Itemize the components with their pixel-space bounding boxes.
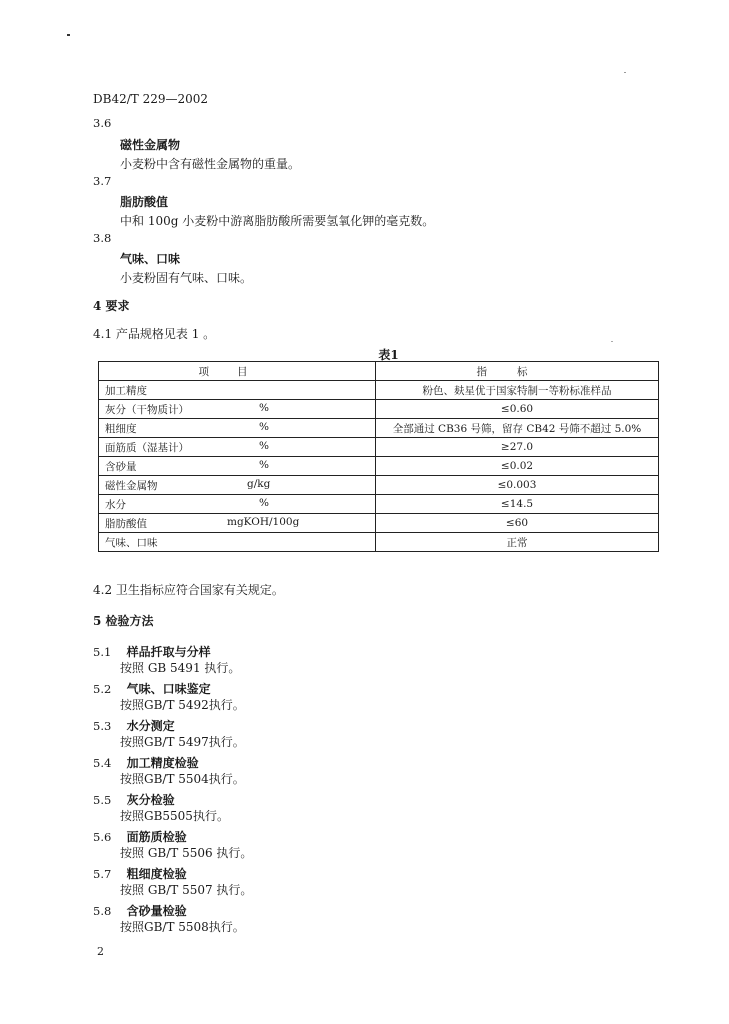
table-header-row <box>99 362 659 381</box>
clause-number: 5.6 <box>93 830 112 844</box>
spec-table <box>98 361 659 552</box>
item-name: 含砂量 <box>105 460 137 473</box>
method-title: 含砂量检验 <box>126 904 187 918</box>
item-name: 面筋质（湿基计） <box>105 441 189 454</box>
item-unit: % <box>259 402 269 414</box>
method-text: 按照 GB/T 5506 执行。 <box>120 846 253 860</box>
clause-number: 3.8 <box>93 231 112 245</box>
method-clause <box>93 752 199 771</box>
method-clause <box>93 678 211 697</box>
clause-number: 5.4 <box>93 756 112 770</box>
clause-number: 3.6 <box>93 116 112 130</box>
item-name: 粗细度 <box>105 422 137 435</box>
method-text: 按照GB/T 5492执行。 <box>120 698 245 712</box>
scan-speck <box>611 341 613 342</box>
method-clause <box>93 789 175 808</box>
item-value: ≤0.60 <box>376 400 659 419</box>
clause-text: 4.2 卫生指标应符合国家有关规定。 <box>93 583 284 597</box>
item-name: 加工精度 <box>105 384 147 397</box>
term-title: 脂肪酸值 <box>120 195 169 209</box>
method-title: 灰分检验 <box>126 793 175 807</box>
method-title: 样品扦取与分样 <box>126 645 211 659</box>
item-unit: % <box>259 440 269 452</box>
method-title: 水分测定 <box>126 719 175 733</box>
item-value: 正常 <box>376 533 659 552</box>
method-clause <box>93 715 175 734</box>
item-unit: mgKOH/100g <box>227 516 300 528</box>
clause-number: 5.5 <box>93 793 112 807</box>
method-clause <box>93 863 187 882</box>
item-name: 磁性金属物 <box>105 479 158 492</box>
method-text: 按照 GB 5491 执行。 <box>120 661 241 675</box>
table-row <box>99 514 659 533</box>
method-text: 按照GB/T 5504执行。 <box>120 772 245 786</box>
item-name: 气味、口味 <box>105 536 158 549</box>
clause-number: 5.2 <box>93 682 112 696</box>
table-row <box>99 476 659 495</box>
item-unit: % <box>259 421 269 433</box>
table-caption: 表1 <box>378 348 399 362</box>
scan-speck <box>624 72 626 73</box>
item-value: ≤14.5 <box>376 495 659 514</box>
clause-number: 5.3 <box>93 719 112 733</box>
table-row <box>99 495 659 514</box>
item-unit: g/kg <box>247 478 271 490</box>
method-title: 粗细度检验 <box>126 867 187 881</box>
term-definition: 小麦粉固有气味、口味。 <box>120 271 253 285</box>
method-text: 按照 GB/T 5507 执行。 <box>120 883 253 897</box>
table-row <box>99 438 659 457</box>
method-clause <box>93 900 187 919</box>
item-value: ≥27.0 <box>376 438 659 457</box>
term-title: 气味、口味 <box>120 252 181 266</box>
item-name: 灰分（干物质计） <box>105 403 189 416</box>
method-text: 按照GB/T 5497执行。 <box>120 735 245 749</box>
item-value: ≤0.02 <box>376 457 659 476</box>
table-row <box>99 457 659 476</box>
table-row <box>99 381 659 400</box>
item-value: ≤0.003 <box>376 476 659 495</box>
item-value: ≤60 <box>376 514 659 533</box>
item-value: 粉色、麸星优于国家特制一等粉标准样品 <box>376 381 659 400</box>
method-title: 气味、口味鉴定 <box>126 682 211 696</box>
method-clause <box>93 826 187 845</box>
column-header-value: 指标 <box>376 362 659 381</box>
method-title: 加工精度检验 <box>126 756 199 770</box>
method-clause <box>93 641 211 660</box>
term-title: 磁性金属物 <box>120 138 181 152</box>
clause-number: 5.8 <box>93 904 112 918</box>
term-definition: 中和 100g 小麦粉中游离脂肪酸所需要氢氧化钾的毫克数。 <box>120 214 435 228</box>
item-value: 全部通过 CB36 号筛，留存 CB42 号筛不超过 5.0% <box>376 419 659 438</box>
section-heading: 4 要求 <box>93 299 130 313</box>
item-unit: % <box>259 459 269 471</box>
column-header-item: 项目 <box>99 362 376 381</box>
table-row <box>99 400 659 419</box>
table-row <box>99 419 659 438</box>
table-row <box>99 533 659 552</box>
item-unit: % <box>259 497 269 509</box>
item-name: 水分 <box>105 498 126 511</box>
item-name: 脂肪酸值 <box>105 517 147 530</box>
term-definition: 小麦粉中含有磁性金属物的重量。 <box>120 157 301 171</box>
page-number: 2 <box>97 945 104 958</box>
section-heading: 5 检验方法 <box>93 614 154 628</box>
method-title: 面筋质检验 <box>126 830 187 844</box>
clause-number: 5.7 <box>93 867 112 881</box>
clause-number: 5.1 <box>93 645 112 659</box>
clause-text: 4.1 产品规格见表 1 。 <box>93 327 216 341</box>
scan-speck <box>67 34 70 36</box>
method-text: 按照GB/T 5508执行。 <box>120 920 245 934</box>
clause-number: 3.7 <box>93 174 112 188</box>
standard-code-header: DB42/T 229—2002 <box>93 92 209 106</box>
method-text: 按照GB5505执行。 <box>120 809 229 823</box>
